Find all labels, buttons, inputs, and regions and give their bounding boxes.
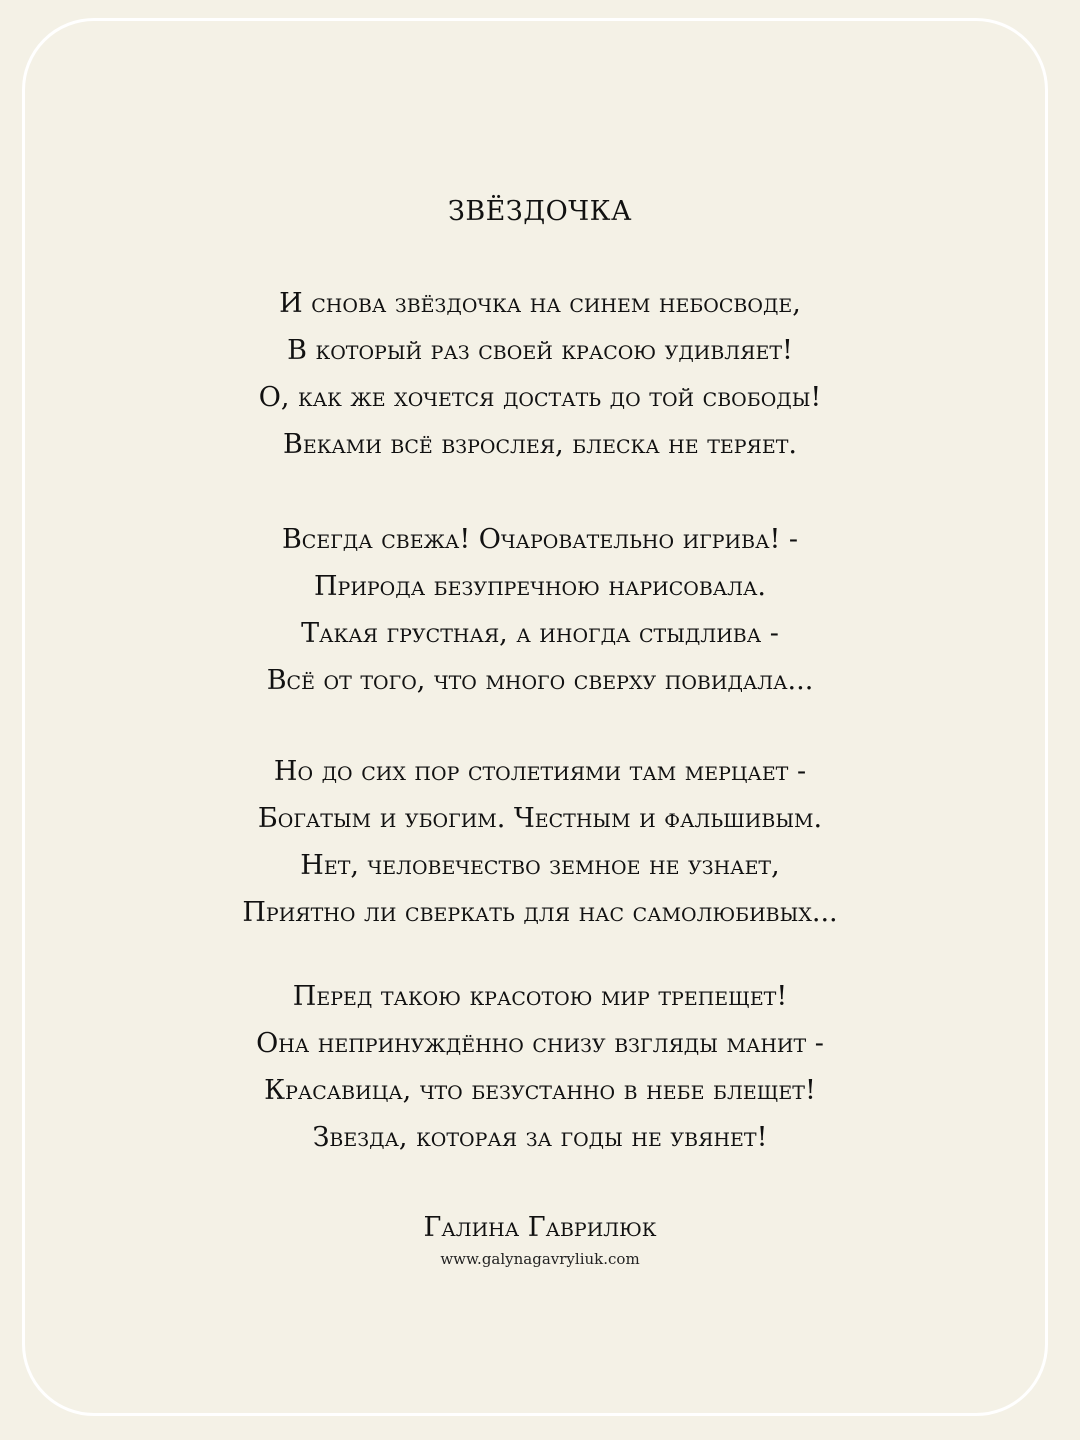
- poem-line: В который раз своей красою удивляет!: [287, 335, 793, 366]
- poem-line: Перед такою красотою мир трепещет!: [292, 981, 788, 1012]
- author-name: Галина Гаврилюк: [423, 1212, 657, 1243]
- poem-line: Но до сих пор столетиями там мерцает -: [273, 756, 807, 787]
- poem-line: Природа безупречною нарисовала.: [314, 571, 766, 602]
- author-website[interactable]: www.galynagavryliuk.com: [440, 1250, 640, 1268]
- poem-line: О, как же хочется достать до той свободы!: [258, 382, 822, 413]
- poem-line: Приятно ли сверкать для нас самолюбивых...: [242, 897, 838, 928]
- poem-line: Веками всё взрослея, блеска не теряет.: [282, 429, 797, 460]
- poem-title: ЗВЁЗДОЧКА: [448, 196, 632, 227]
- poem-line: Нет, человечество земное не узнает,: [300, 850, 780, 881]
- stanza-1: [0, 280, 1080, 468]
- stanza-4: [0, 973, 1080, 1161]
- stanza-2: [0, 516, 1080, 704]
- poem-line: Красавица, что безустанно в небе блещет!: [264, 1075, 816, 1106]
- poem-line: Звезда, которая за годы не увянет!: [312, 1122, 768, 1153]
- poem-line: Богатым и убогим. Честным и фальшивым.: [257, 803, 823, 834]
- poem-line: Она непринуждённо снизу взгляды манит -: [256, 1028, 824, 1059]
- poem-line: Такая грустная, а иногда стыдлива -: [301, 618, 779, 649]
- poem-line: Всегда свежа! Очаровательно игрива! -: [281, 524, 799, 555]
- poem-line: И снова звёздочка на синем небосводе,: [279, 288, 801, 319]
- poem-line: Всё от того, что много сверху повидала...: [266, 665, 814, 696]
- stanza-3: [0, 748, 1080, 936]
